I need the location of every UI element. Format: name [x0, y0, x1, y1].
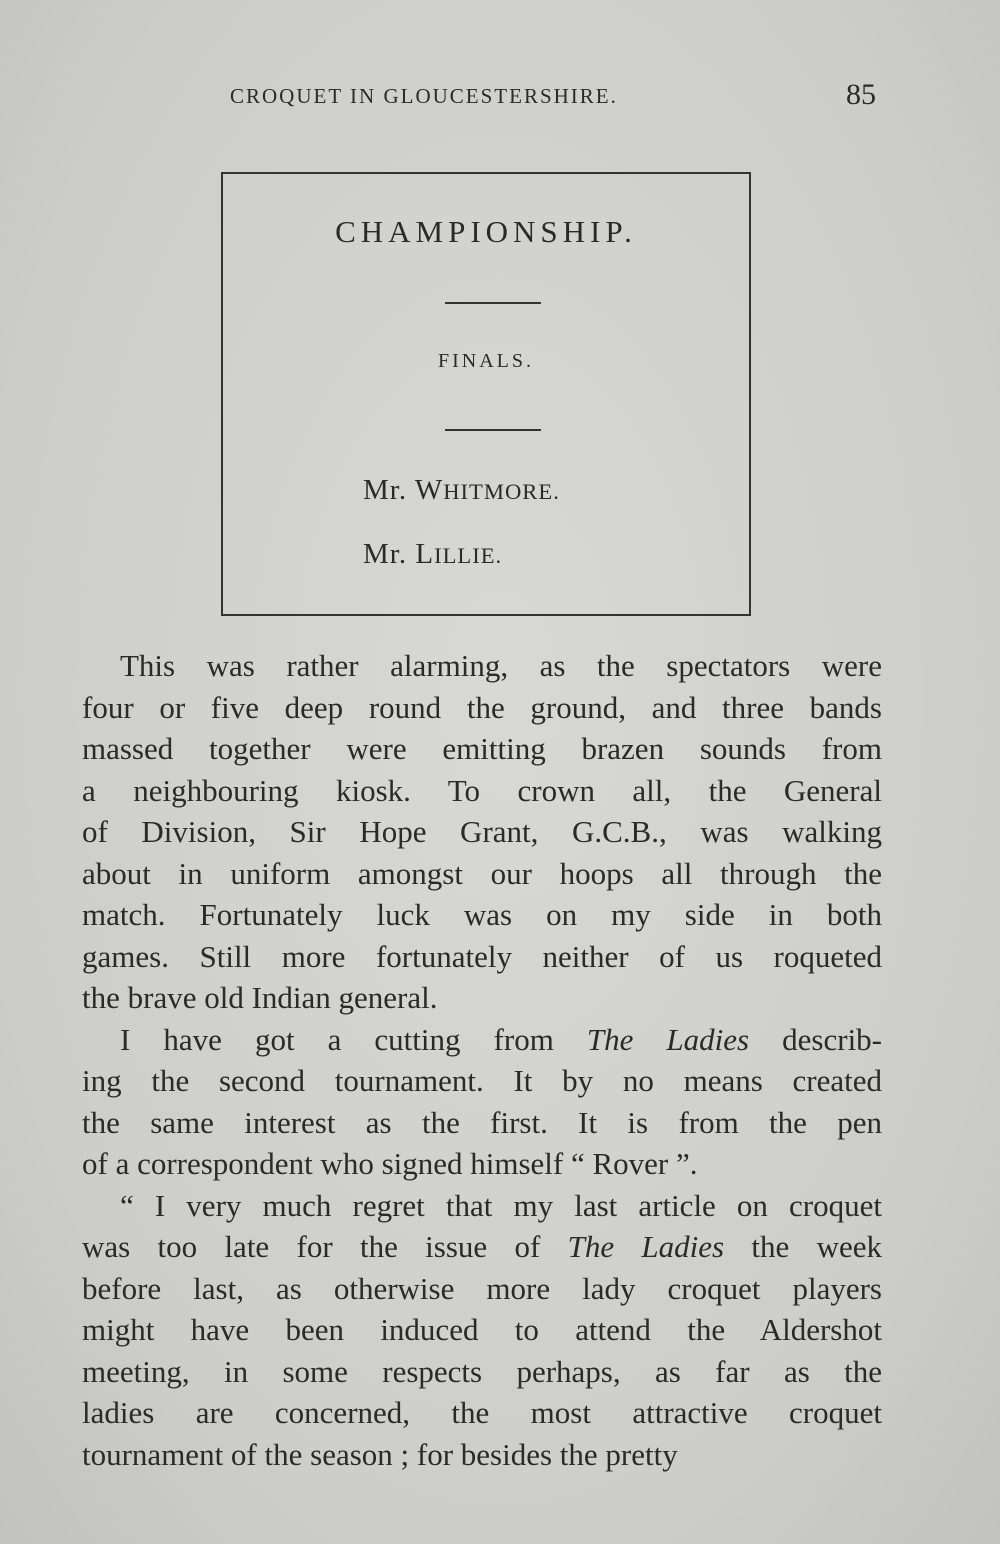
text-line: I have got a cutting from The Ladies describ-	[120, 1021, 882, 1057]
running-title: CROQUET IN GLOUCESTERSHIRE.	[230, 84, 618, 108]
finalist-name: Mr. LILLIE.	[363, 538, 503, 570]
text-line: tournament of the season ; for besides the pretty	[82, 1436, 678, 1472]
divider-rule	[445, 429, 541, 431]
text-line: match. Fortunately luck was on my side in both	[82, 897, 882, 932]
text-line: ing the second tournament. It by no means created	[82, 1063, 882, 1098]
paragraph	[82, 1019, 882, 1185]
body-text	[82, 645, 882, 1475]
text-line: about in uniform amongst our hoops all through the	[82, 855, 882, 891]
text-line: meeting, in some respects perhaps, as far as the	[82, 1353, 882, 1389]
running-head	[0, 78, 1000, 120]
text-line: the brave old Indian general.	[82, 980, 438, 1015]
page-number: 85	[846, 78, 876, 111]
text-line: a neighbouring kiosk. To crown all, the General	[82, 772, 882, 808]
text-line: the same interest as the first. It is from the pen	[82, 1104, 882, 1140]
text-line: This was rather alarming, as the spectators were	[120, 648, 882, 683]
divider-rule	[445, 302, 541, 304]
text-line: of Division, Sir Hope Grant, G.C.B., was walking	[82, 814, 882, 849]
text-line: ladies are concerned, the most attractive croquet	[82, 1395, 882, 1430]
text-line: was too late for the issue of The Ladies the week	[82, 1229, 882, 1264]
paragraph	[82, 645, 882, 1019]
text-line: “ I very much regret that my last article on croquet	[120, 1187, 882, 1223]
text-line: massed together were emitting brazen sounds from	[82, 731, 882, 766]
finalist-name: Mr. WHITMORE.	[363, 474, 560, 506]
box-title: CHAMPIONSHIP.	[335, 214, 637, 249]
text-line: games. Still more fortunately neither of us roqueted	[82, 938, 882, 974]
text-line: might have been induced to attend the Aldershot	[82, 1312, 882, 1347]
paragraph	[82, 1185, 882, 1476]
text-line: of a correspondent who signed himself “ Rover ”.	[82, 1146, 698, 1181]
text-line: before last, as otherwise more lady croquet players	[82, 1270, 882, 1306]
box-subtitle: FINALS.	[437, 350, 534, 372]
text-line: four or five deep round the ground, and three bands	[82, 689, 882, 725]
championship-box	[221, 172, 751, 616]
